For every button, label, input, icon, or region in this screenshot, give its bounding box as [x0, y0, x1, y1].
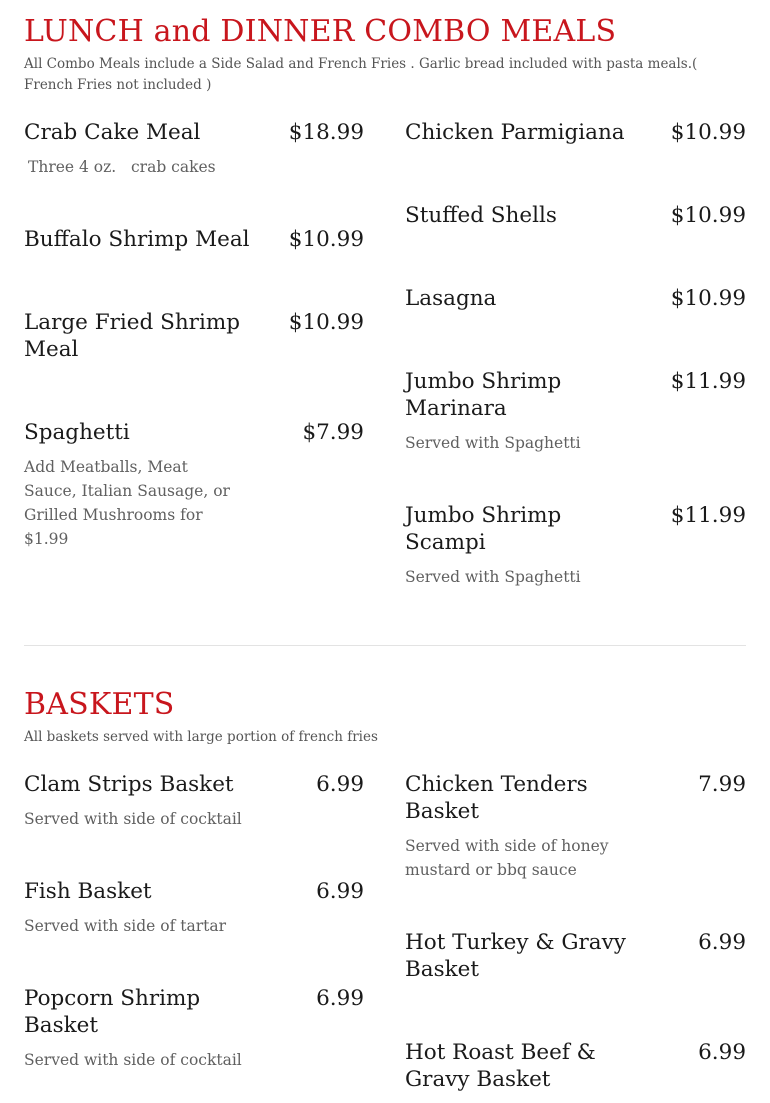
menu-item	[24, 226, 364, 256]
item-name: Popcorn Shrimp Basket	[24, 986, 201, 1038]
item-price: 6.99	[316, 879, 364, 904]
menu-item	[24, 985, 364, 1075]
menu-item	[405, 368, 746, 460]
menu-item	[405, 502, 746, 594]
item-description: Three 4 oz. crab cakes	[28, 158, 216, 176]
menu-item	[24, 878, 364, 938]
item-name: Jumbo Shrimp Scampi	[405, 503, 562, 555]
item-name: Lasagna	[405, 286, 497, 311]
menu-item	[405, 285, 746, 315]
item-description: Served with side of cocktail	[24, 1051, 242, 1069]
menu-item	[24, 119, 364, 179]
item-name: Hot Roast Beef & Gravy Basket	[405, 1040, 596, 1092]
item-name: Spaghetti	[24, 420, 130, 445]
item-price: $7.99	[302, 420, 364, 445]
combo-section-title: LUNCH and DINNER COMBO MEALS	[24, 14, 617, 49]
item-price: $10.99	[670, 120, 746, 145]
baskets-section-title: BASKETS	[24, 687, 175, 722]
menu-item	[405, 202, 746, 232]
item-name: Crab Cake Meal	[24, 120, 201, 145]
item-name: Chicken Parmigiana	[405, 120, 625, 145]
baskets-section-note: All baskets served with large portion of french fries	[24, 729, 378, 745]
item-description: Add Meatballs, Meat Sauce, Italian Sausage, or Grilled Mushrooms for $1.99	[24, 458, 230, 548]
item-name: Buffalo Shrimp Meal	[24, 227, 250, 252]
item-price: $11.99	[670, 369, 746, 394]
item-price: $10.99	[288, 310, 364, 335]
item-price: $10.99	[670, 203, 746, 228]
item-description: Served with Spaghetti	[405, 568, 581, 586]
menu-item	[24, 309, 364, 365]
item-name: Chicken Tenders Basket	[405, 772, 588, 824]
menu-item	[24, 419, 364, 548]
item-description: Served with side of honey mustard or bbq sauce	[405, 837, 609, 879]
item-price: $18.99	[288, 120, 364, 145]
item-price: $11.99	[670, 503, 746, 528]
item-price: 6.99	[698, 930, 746, 955]
menu-item	[405, 929, 746, 985]
menu-item	[405, 119, 746, 149]
item-name: Large Fried Shrimp Meal	[24, 310, 240, 362]
item-description: Served with side of cocktail	[24, 810, 242, 828]
item-description: Served with Spaghetti	[405, 434, 581, 452]
item-price: 7.99	[698, 772, 746, 797]
menu-item	[24, 771, 364, 831]
menu-item	[405, 1039, 746, 1095]
item-name: Stuffed Shells	[405, 203, 557, 228]
menu-item	[405, 771, 746, 886]
item-price: 6.99	[316, 986, 364, 1011]
item-price: 6.99	[316, 772, 364, 797]
item-name: Hot Turkey & Gravy Basket	[405, 930, 626, 982]
item-price: $10.99	[670, 286, 746, 311]
item-name: Jumbo Shrimp Marinara	[405, 369, 562, 421]
combo-section-note: All Combo Meals include a Side Salad and French Fries . Garlic bread included with pasta meals.( French Fries not included )	[24, 56, 698, 93]
item-name: Clam Strips Basket	[24, 772, 234, 797]
item-description: Served with side of tartar	[24, 917, 227, 935]
item-price: 6.99	[698, 1040, 746, 1065]
item-name: Fish Basket	[24, 879, 152, 904]
item-price: $10.99	[288, 227, 364, 252]
section-divider	[24, 645, 746, 646]
